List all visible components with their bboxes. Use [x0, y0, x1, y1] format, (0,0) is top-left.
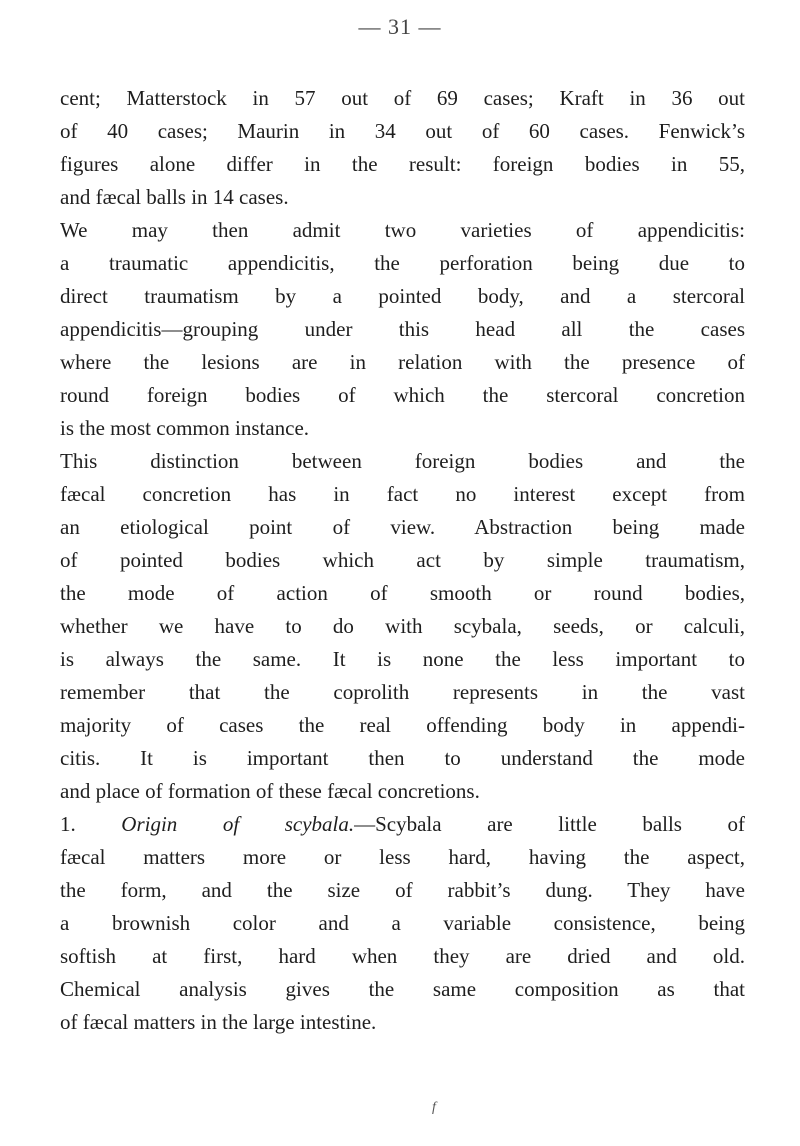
- text-line: is the most common instance.: [60, 416, 310, 440]
- text-line: a brownish color and a variable consistence, being: [60, 911, 745, 935]
- text-line: the mode of action of smooth or round bodies,: [60, 581, 745, 605]
- text-line: the form, and the size of rabbit’s dung. They have: [60, 878, 745, 902]
- text-line: appendicitis—grouping under this head all the cases: [60, 317, 745, 341]
- text-line: of 40 cases; Maurin in 34 out of 60 cases. Fenwick’s: [60, 119, 745, 143]
- paragraph: [60, 808, 745, 1039]
- text-line: softish at first, hard when they are dried and old.: [60, 944, 745, 968]
- text-line: This distinction between foreign bodies and the: [60, 449, 745, 473]
- text-line: an etiological point of view. Abstraction being made: [60, 515, 745, 539]
- text-line: fæcal matters more or less hard, having the aspect,: [60, 845, 745, 869]
- section-title: Origin of scybala.: [121, 812, 355, 836]
- section-heading-line: [60, 808, 745, 841]
- text-line: cent; Matterstock in 57 out of 69 cases; Kraft in 36 out: [60, 86, 745, 110]
- text-line: of pointed bodies which act by simple traumatism,: [60, 548, 745, 572]
- text-line: round foreign bodies of which the stercoral concretion: [60, 383, 745, 407]
- text-line: direct traumatism by a pointed body, and a stercoral: [60, 284, 745, 308]
- section-number: 1.: [60, 812, 76, 836]
- text-line: and place of formation of these fæcal concretions.: [60, 779, 480, 803]
- text-line: figures alone differ in the result: foreign bodies in 55,: [60, 152, 745, 176]
- paragraph: [60, 445, 745, 808]
- text-line: of fæcal matters in the large intestine.: [60, 1010, 377, 1034]
- text-line: citis. It is important then to understand the mode: [60, 746, 745, 770]
- text-line: fæcal concretion has in fact no interest except from: [60, 482, 745, 506]
- text-line: and fæcal balls in 14 cases.: [60, 185, 289, 209]
- text-line: majority of cases the real offending body in appendi-: [60, 713, 745, 737]
- paragraph: [60, 82, 745, 214]
- text-line: whether we have to do with scybala, seeds, or calculi,: [60, 614, 745, 638]
- text-line: is always the same. It is none the less important to: [60, 647, 745, 671]
- body-text: [60, 82, 745, 1039]
- section-heading-rest: —Scybala are little balls of: [354, 812, 746, 836]
- page-number: — 31 —: [358, 14, 442, 39]
- paragraph: [60, 214, 745, 445]
- text-line: Chemical analysis gives the same composition as that: [60, 977, 745, 1001]
- stray-print-mark: f: [432, 1100, 436, 1115]
- text-line: where the lesions are in relation with the presence of: [60, 350, 745, 374]
- text-line: remember that the coprolith represents in the vast: [60, 680, 745, 704]
- text-line: We may then admit two varieties of appendicitis:: [60, 218, 745, 242]
- text-line: a traumatic appendicitis, the perforation being due to: [60, 251, 745, 275]
